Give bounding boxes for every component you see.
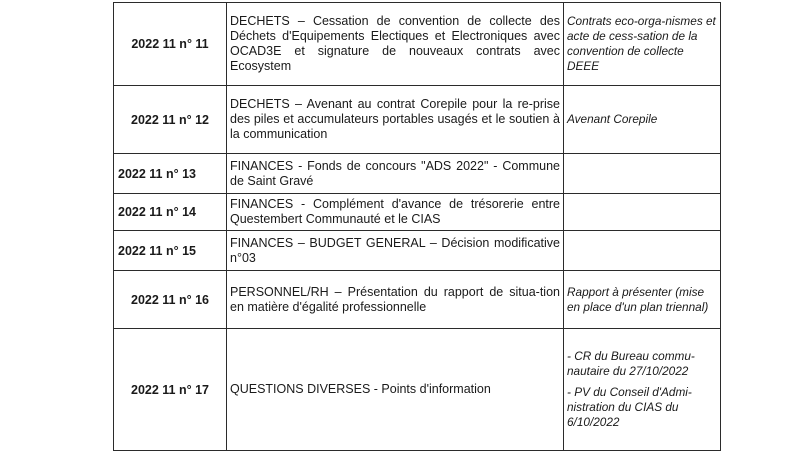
table-row <box>114 194 721 231</box>
attached-document: Contrats eco-orga-nismes et acte de cess-sation de la convention de collecte DEEE <box>567 14 716 73</box>
attached-documents <box>564 329 721 451</box>
table-row <box>114 3 721 86</box>
deliberation-subject: FINANCES - Complément d'avance de trésorerie entre Questembert Communauté et le CIAS <box>227 194 564 231</box>
deliberation-subject: DECHETS – Avenant au contrat Corepile pour la re-prise des piles et accumulateurs portables usagés et le soutien à la communication <box>227 86 564 154</box>
attached-documents <box>564 231 721 271</box>
deliberation-number: 2022 11 n° 13 <box>114 154 227 194</box>
table-row <box>114 329 721 451</box>
table-row <box>114 154 721 194</box>
deliberation-subject: PERSONNEL/RH – Présentation du rapport de situa-tion en matière d'égalité professionnelle <box>227 271 564 329</box>
deliberation-subject: DECHETS – Cessation de convention de collecte des Déchets d'Equipements Electiques et Electroniques avec OCAD3E et signature de nouveaux contrats avec Ecosystem <box>227 3 564 86</box>
table-row <box>114 271 721 329</box>
deliberation-number: 2022 11 n° 11 <box>114 3 227 86</box>
table-row <box>114 86 721 154</box>
deliberation-number: 2022 11 n° 14 <box>114 194 227 231</box>
deliberation-number: 2022 11 n° 16 <box>114 271 227 329</box>
attached-document: - CR du Bureau commu-nautaire du 27/10/2022 <box>567 349 695 378</box>
table-row <box>114 231 721 271</box>
attached-documents <box>564 194 721 231</box>
attached-documents <box>564 3 721 86</box>
attached-documents <box>564 86 721 154</box>
deliberation-subject: FINANCES - Fonds de concours "ADS 2022" - Commune de Saint Gravé <box>227 154 564 194</box>
attached-document: Avenant Corepile <box>567 112 658 126</box>
deliberation-number: 2022 11 n° 17 <box>114 329 227 451</box>
deliberation-subject: QUESTIONS DIVERSES - Points d'information <box>227 329 564 451</box>
deliberation-subject: FINANCES – BUDGET GENERAL – Décision modificative n°03 <box>227 231 564 271</box>
attached-documents <box>564 154 721 194</box>
attached-documents <box>564 271 721 329</box>
agenda-table <box>113 2 721 451</box>
attached-document: - PV du Conseil d'Admi-nistration du CIAS du 6/10/2022 <box>567 385 692 429</box>
deliberation-number: 2022 11 n° 15 <box>114 231 227 271</box>
deliberation-number: 2022 11 n° 12 <box>114 86 227 154</box>
attached-document: Rapport à présenter (mise en place d'un plan triennal) <box>567 284 709 314</box>
